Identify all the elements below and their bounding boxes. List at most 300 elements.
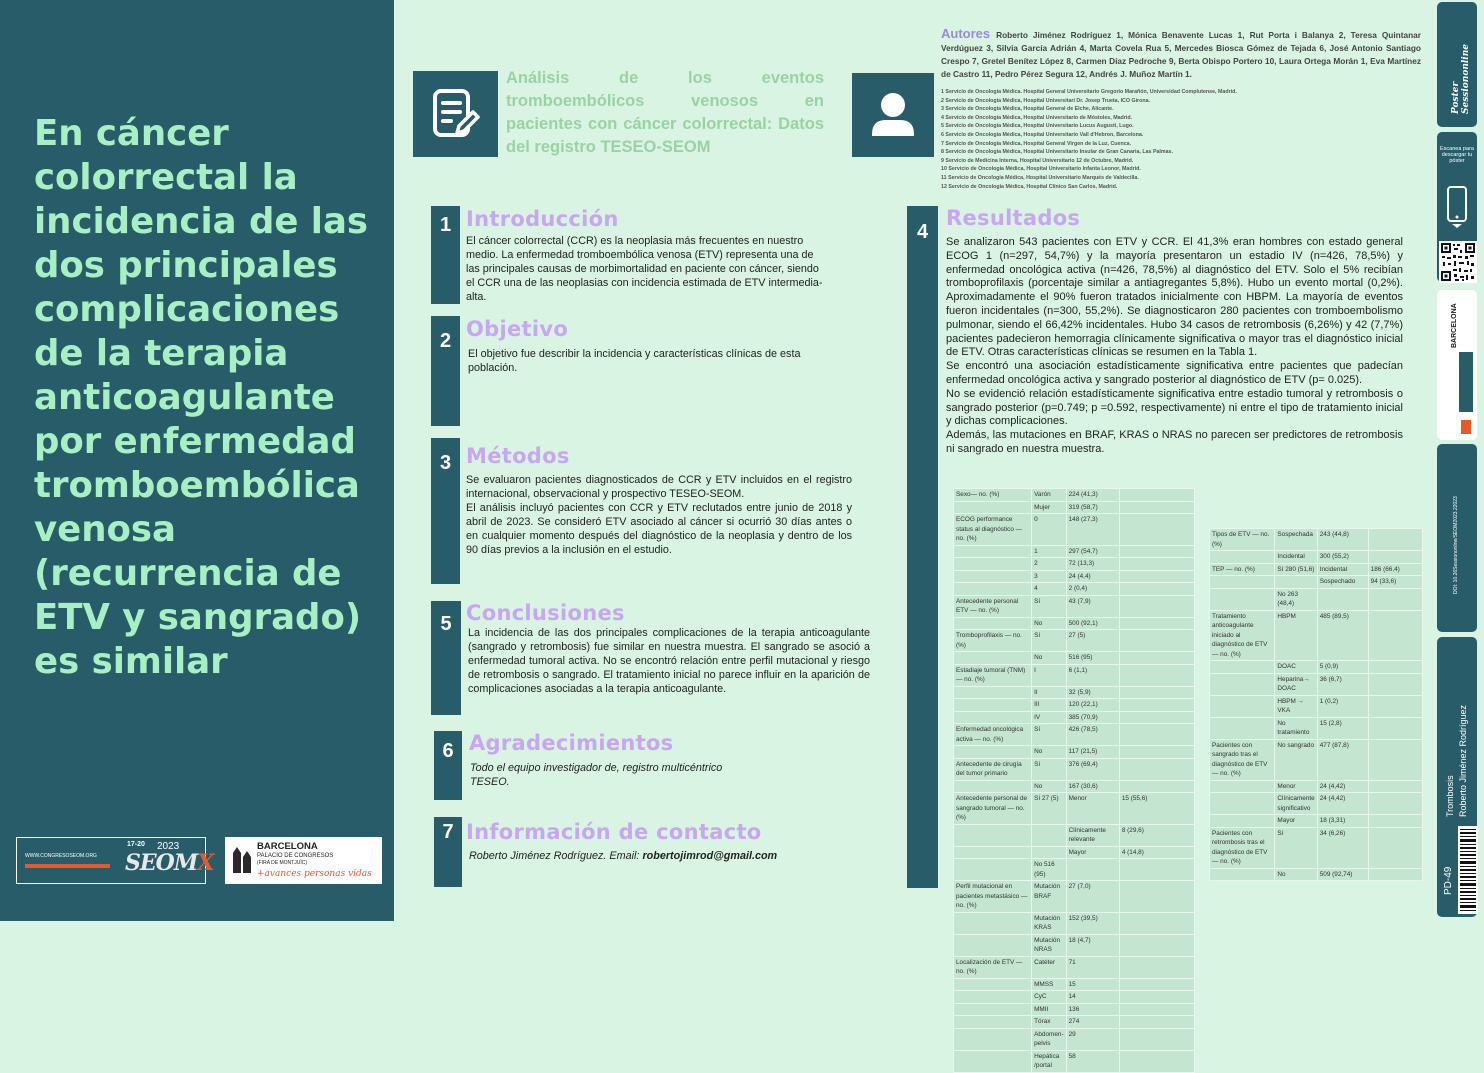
table-cell: 274 — [1066, 1016, 1119, 1029]
table-cell: 1 — [1032, 545, 1067, 558]
table-cell: Sí 27 (5) — [1032, 793, 1067, 825]
table-cell — [1119, 699, 1194, 712]
table-cell — [1119, 514, 1194, 546]
table-cell: 29 — [1066, 1028, 1119, 1050]
affiliations — [941, 88, 1421, 191]
table-cell — [1066, 859, 1119, 881]
table-cell: No — [1032, 746, 1067, 759]
rail-doi: DOI: 10.26Sessiononline/SEOM2023.22023 — [1453, 496, 1459, 594]
table-cell: MMSS — [1032, 978, 1067, 991]
table-cell: II — [1032, 686, 1067, 699]
section-title-intro: Introducción — [466, 207, 619, 231]
table-row — [954, 595, 1195, 617]
section-title-methods: Métodos — [466, 444, 570, 468]
table-cell: Antecedente personal ETV — no. (%) — [954, 595, 1032, 617]
table-cell: Mutación NRAS — [1032, 934, 1067, 956]
table-row — [1210, 563, 1423, 576]
table-cell — [1368, 780, 1422, 793]
table-cell — [1275, 576, 1317, 589]
affiliation-item: 11 Servicio de Oncología Médica, Hospital Universitario Marqués de Valdecilla. — [941, 174, 1139, 181]
table-cell — [1368, 739, 1422, 780]
headline-line: dos principales — [34, 245, 338, 286]
table-cell: 34 (6,26) — [1317, 827, 1368, 868]
section-number-methods: 3 — [431, 438, 460, 584]
section-title-thanks: Agradecimientos — [469, 731, 674, 755]
table-cell — [954, 746, 1032, 759]
table-cell: 8 (29,6) — [1119, 824, 1194, 846]
section-number-results: 4 — [907, 206, 938, 888]
table-cell: Pacientes con sangrado tras el diagnóstico de ETV — no. (%) — [1210, 739, 1275, 780]
table-cell — [954, 686, 1032, 699]
table-cell: Antecedente de cirugía del tumor primario — [954, 758, 1032, 780]
title-line: Análisis de los eventos — [506, 69, 824, 87]
table-cell — [1119, 1003, 1194, 1016]
table-cell — [1119, 956, 1194, 978]
table-cell: 24 (4,42) — [1317, 793, 1368, 815]
table-cell — [954, 617, 1032, 630]
table-cell — [1210, 717, 1275, 739]
table-cell — [954, 583, 1032, 596]
table-cell — [954, 824, 1032, 846]
table-cell — [1119, 859, 1194, 881]
rail-category: Trombosis — [1445, 775, 1455, 817]
rail-brand: Poster Sessiononline — [1451, 44, 1471, 114]
table-cell — [954, 652, 1032, 665]
headline-line: ETV y sangrado) — [34, 597, 362, 638]
table-cell — [1119, 583, 1194, 596]
table-cell: Abdomen- pelvis — [1032, 1028, 1067, 1050]
table-cell — [1368, 661, 1422, 674]
table-cell: 27 (5) — [1066, 630, 1119, 652]
table-cell: 136 — [1066, 1003, 1119, 1016]
headline-line: tromboembólica — [34, 465, 360, 506]
table-row — [1210, 827, 1423, 868]
table-cell — [1119, 1016, 1194, 1029]
headline-line: complicaciones — [34, 289, 340, 330]
table-cell — [1368, 815, 1422, 828]
methods-paragraph-1: Se evaluaron pacientes diagnosticados de CCR y ETV incluidos en el registro internacional, observacional y prospectivo TESEO-SEOM. — [466, 474, 852, 500]
qr-code-icon[interactable] — [1439, 241, 1477, 283]
table-cell — [1119, 912, 1194, 934]
table-1-wrapper — [953, 488, 1195, 1073]
rail-code: PD-49 — [1443, 866, 1454, 895]
table-cell — [954, 1003, 1032, 1016]
table-row — [954, 978, 1195, 991]
table-cell: No — [1275, 868, 1317, 881]
headline — [34, 112, 384, 684]
table-cell: No — [1032, 652, 1067, 665]
table-cell: No — [1032, 617, 1067, 630]
table-row — [954, 859, 1195, 881]
table-row — [1210, 815, 1423, 828]
table-row — [954, 758, 1195, 780]
table-row — [1210, 780, 1423, 793]
table-row — [954, 1028, 1195, 1050]
rail-city: BARCELONA — [1451, 303, 1458, 348]
congress-name — [125, 850, 213, 876]
table-cell — [954, 1016, 1032, 1029]
table-cell — [1210, 695, 1275, 717]
section-number-intro: 1 — [431, 206, 460, 304]
table-cell: 186 (66,4) — [1368, 563, 1422, 576]
results-paragraph-4: Además, las mutaciones en BRAF, KRAS o NRAS no parecen ser predictores de retrombosis ni sangrado en nuestra muestra. — [946, 429, 1403, 455]
table-cell — [1210, 780, 1275, 793]
table-cell — [1119, 978, 1194, 991]
section-number-contact: 7 — [434, 817, 462, 887]
headline-line: es similar — [34, 641, 228, 682]
table-cell — [954, 545, 1032, 558]
table-cell: No 516 (95) — [1032, 859, 1067, 881]
table-cell — [1210, 551, 1275, 564]
table-cell — [1210, 793, 1275, 815]
table-cell — [954, 978, 1032, 991]
table-cell — [1119, 652, 1194, 665]
section-number-objective: 2 — [431, 316, 460, 426]
headline-line: colorrectal la — [34, 157, 298, 198]
section-body-intro: El cáncer colorrectal (CCR) es la neoplasia más frecuentes en nuestro medio. La enfermedad tromboembólica venosa (ETV) representa una de las principales causas de morbimortalidad en paciente con cáncer, siendo el CCR una de las neoplasias con incidencia estimada de ETV intermedia-alta. — [466, 235, 823, 303]
headline-line: de la terapia — [34, 333, 289, 374]
table-row — [954, 711, 1195, 724]
table-cell — [1032, 824, 1067, 846]
table-cell — [1119, 501, 1194, 514]
mobile-phone-icon — [1446, 186, 1468, 228]
author-icon-box — [852, 73, 934, 157]
table-cell — [1368, 529, 1422, 551]
table-cell — [1119, 780, 1194, 793]
table-row — [1210, 673, 1423, 695]
table-cell: Menor — [1275, 780, 1317, 793]
table-cell — [1368, 673, 1422, 695]
table-cell — [1032, 846, 1067, 859]
rail-scan-text: Escanea para descargar tu póster — [1440, 146, 1474, 164]
table-row — [954, 724, 1195, 746]
table-row — [954, 991, 1195, 1004]
table-row — [1210, 576, 1423, 589]
table-cell: 485 (89,5) — [1317, 610, 1368, 661]
results-paragraph-1: Se analizaron 543 pacientes con ETV y CCR. El 41,3% eran hombres con estado general ECOG 1 (n=297, 54,7%) y la mayoría presentaron un estadio IV (n=426, 78,5%) y enfermedad oncológica activa (n=426, 78,5%) al diagnóstico del ETV. Solo el 5% recibían tromboprofilaxis (porcentaje similar a antiagregantes 5,8%). Hubo un evento mortal (0,2%). Aproximadamente el 90% fueron tratados inicialmente con HBPM. La mayoría de eventos fueron incidentales (n=300, 55,2%). Se diagnosticaron 280 pacientes con tromboembolismo pulmonar, siendo el 66,42% incidentales. Hubo 34 casos de retrombosis (6,26%) y 42 (7,7%) pacientes padecieron hemorragia clínicamente significativa o mayor tras el diagnóstico inicial de ETV. Otras características clínicas se resumen en la Tabla 1. — [946, 236, 1403, 359]
table-cell: 24 (4,42) — [1317, 780, 1368, 793]
table-cell: Varón — [1032, 489, 1067, 502]
congress-url: WWW.CONGRESOSEOM.ORG — [25, 853, 97, 859]
venue-logo — [225, 837, 382, 884]
table-cell: 1 (0,2) — [1317, 695, 1368, 717]
table-cell: 2 (0,4) — [1066, 583, 1119, 596]
rail-congress-emblem-icon — [1457, 350, 1475, 436]
table-row — [954, 956, 1195, 978]
title-line: pacientes con cáncer colorrectal: Datos — [506, 115, 824, 133]
table-cell — [1119, 724, 1194, 746]
table-cell: IV — [1032, 711, 1067, 724]
section-title-results: Resultados — [946, 206, 1081, 230]
table-row — [1210, 868, 1423, 881]
affiliation-item: 12 Servicio de Oncología Médica, Hospital Clínico San Carlos, Madrid. — [941, 183, 1118, 190]
congress-logo — [16, 837, 214, 884]
table-cell: CyC — [1032, 991, 1067, 1004]
table-cell — [954, 859, 1032, 881]
results-paragraph-2: Se encontró una asociación estadísticamente significativa entre pacientes que padecían enfermedad oncológica activa y sangrado posterior al diagnóstico de ETV (p= 0.025). — [946, 360, 1403, 386]
table-row — [954, 558, 1195, 571]
table-cell — [1119, 934, 1194, 956]
table-cell: 5 (0,9) — [1317, 661, 1368, 674]
table-cell: Tromboprofilaxis — no. (%) — [954, 630, 1032, 652]
table-cell: DOAC — [1275, 661, 1317, 674]
table-cell — [1119, 630, 1194, 652]
authors — [941, 27, 1421, 81]
table-row — [954, 489, 1195, 502]
table-cell — [954, 991, 1032, 1004]
table-row — [954, 746, 1195, 759]
venue-detail: (FIRA DE MONTJUÏC) — [257, 860, 307, 866]
table-cell: 71 — [1066, 956, 1119, 978]
affiliation-item: 9 Servicio de Medicina Interna, Hospital Universitario 12 de Octubre, Madrid. — [941, 157, 1134, 164]
affiliation-item: 10 Servicio de Oncología Médica, Hospital Universitario Infanta Leonor, Madrid. — [941, 166, 1141, 173]
headline-line: incidencia de las — [34, 201, 369, 242]
table-cell — [1119, 758, 1194, 780]
table-cell: 43 (7,9) — [1066, 595, 1119, 617]
authors-label: Autores — [941, 26, 991, 41]
table-cell: Tipos de ETV — no. (%) — [1210, 529, 1275, 551]
table-cell: Incidental — [1317, 563, 1368, 576]
table-row — [1210, 793, 1423, 815]
methods-paragraph-2: El análisis incluyó pacientes con CCR y ETV reclutados entre junio de 2018 y abril de 2023. Se consideró ETV asociado al cáncer si ocurrió 30 días antes o en cualquier momento después del diagnóstico de la neoplasia y dentro de los 90 días previos a la inclusión en el estudio. — [466, 502, 852, 556]
table-cell — [1210, 661, 1275, 674]
table-row — [1210, 717, 1423, 739]
table-cell: 148 (27,3) — [1066, 514, 1119, 546]
table-row — [1210, 529, 1423, 551]
table-cell: 32 (5,9) — [1066, 686, 1119, 699]
congress-stripe — [25, 864, 110, 868]
table-cell — [954, 934, 1032, 956]
table-cell: 500 (92,1) — [1066, 617, 1119, 630]
table-cell: 319 (58,7) — [1066, 501, 1119, 514]
table-cell — [1210, 868, 1275, 881]
table-row — [954, 545, 1195, 558]
table-cell: Mutación BRAF — [1032, 881, 1067, 913]
table-cell: 120 (22,1) — [1066, 699, 1119, 712]
table-cell — [954, 846, 1032, 859]
table-cell: Hepática /portal — [1032, 1050, 1067, 1072]
table-cell: 516 (95) — [1066, 652, 1119, 665]
table-cell: Sí — [1275, 827, 1317, 868]
table-cell — [1119, 881, 1194, 913]
table-cell — [1119, 558, 1194, 571]
headline-line: anticoagulante — [34, 377, 335, 418]
table-row — [1210, 695, 1423, 717]
poster-title — [506, 67, 824, 159]
table-row — [1210, 661, 1423, 674]
table-cell: Mutación KRAS — [1032, 912, 1067, 934]
table-cell: 24 (4,4) — [1066, 570, 1119, 583]
table-cell — [1368, 868, 1422, 881]
table-cell: HBPM — [1275, 610, 1317, 661]
section-body-thanks: Todo el equipo investigador de, registro multicéntrico TESEO. — [470, 762, 723, 788]
table-cell — [954, 912, 1032, 934]
table-cell: 117 (21,5) — [1066, 746, 1119, 759]
table-cell — [1368, 793, 1422, 815]
table-cell: Mujer — [1032, 501, 1067, 514]
barcode-icon — [1458, 826, 1478, 914]
table-cell: Perfil mutacional en pacientes metastásico — no. (%) — [954, 881, 1032, 913]
affiliation-item: 3 Servicio de Oncología Médica, Hospital General de Elche, Alicante. — [941, 106, 1114, 113]
table-cell: 15 (55,6) — [1119, 793, 1194, 825]
table-row — [954, 501, 1195, 514]
table-row — [954, 583, 1195, 596]
table-cell: Sospechado — [1317, 576, 1368, 589]
table-row — [954, 1003, 1195, 1016]
congress-dates: 17-20 — [127, 841, 145, 848]
table-cell: 167 (30,6) — [1066, 780, 1119, 793]
section-body-results — [946, 236, 1403, 457]
affiliation-item: 2 Servicio de Oncología Médica, Hospital Universitari Dr. Josep Trueta, ICO Girona. — [941, 97, 1150, 104]
section-number-conclusions: 5 — [431, 601, 461, 715]
section-title-objective: Objetivo — [466, 317, 569, 341]
headline-line: (recurrencia de — [34, 553, 342, 594]
table-1 — [953, 488, 1195, 1073]
table-cell: 385 (70,9) — [1066, 711, 1119, 724]
table-row — [954, 514, 1195, 546]
table-cell: Mayor — [1275, 815, 1317, 828]
table-row — [954, 699, 1195, 712]
table-cell — [954, 558, 1032, 571]
table-row — [1210, 588, 1423, 610]
table-cell: 94 (33,6) — [1368, 576, 1422, 589]
headline-line: venosa — [34, 509, 176, 550]
user-icon — [852, 73, 934, 157]
table-row — [954, 617, 1195, 630]
title-icon-box — [413, 71, 498, 157]
table-cell — [1210, 576, 1275, 589]
table-cell — [1119, 1050, 1194, 1072]
table-cell — [954, 1050, 1032, 1072]
contact-text: Roberto Jiménez Rodríguez. Email: — [469, 850, 643, 862]
table-2-wrapper — [1209, 528, 1423, 881]
table-cell — [1368, 695, 1422, 717]
congress-name-text: SEOM — [125, 850, 198, 876]
table-cell: Heparina→ DOAC — [1275, 673, 1317, 695]
table-cell: 4 (14,8) — [1119, 846, 1194, 859]
results-paragraph-3: No se evidenció relación estadísticamente significativa entre estadio tumoral y retrombosis o sangrado posterior (p=0.749; p =0.592, respectivamente) ni entre el tipo de tratamiento inicial y dichas complicaciones. — [946, 387, 1403, 428]
table-cell: No sangrado — [1275, 739, 1317, 780]
table-cell: 18 (3,31) — [1317, 815, 1368, 828]
affiliation-item: 1 Servicio de Oncología Médica. Hospital General Universitario Gregorio Marañón, Universidad Complutense, Madrid. — [941, 89, 1237, 95]
table-cell: 152 (39,5) — [1066, 912, 1119, 934]
table-cell — [1368, 551, 1422, 564]
rail-brand-box — [1437, 2, 1477, 127]
title-line: del registro TESEO-SEOM — [506, 138, 711, 156]
table-row — [954, 780, 1195, 793]
table-cell — [1210, 588, 1275, 610]
venue-emblem-icon — [231, 845, 253, 875]
table-cell — [954, 699, 1032, 712]
table-cell: No 263 (48,4) — [1275, 588, 1317, 610]
table-row — [954, 793, 1195, 825]
affiliation-item: 8 Servicio de Oncología Médica, Hospital Universitario Insular de Gran Canaria, Las Palmas. — [941, 149, 1173, 156]
table-cell — [1210, 673, 1275, 695]
congress-year: 2023 — [157, 841, 180, 852]
table-cell: Sí — [1032, 630, 1067, 652]
section-body-conclusions: La incidencia de las dos principales complicaciones de la terapia anticoagulante (sangrado y retrombosis) fue similar en nuestra muestra. El sangrado se asoció a enfermedad tumoral activa. No se encontró relación entre perfil mutacional y riesgo de retrombosis o sangrado. El tratamiento inicial no parece influir en la aparición de complicaciones asociadas a la terapia anticoagulante. — [468, 627, 870, 695]
rail-congress-box — [1437, 290, 1477, 440]
table-cell — [1368, 827, 1422, 868]
table-cell: Antecedente personal de sangrado tumoral — no. (%) — [954, 793, 1032, 825]
table-cell — [954, 570, 1032, 583]
table-cell — [954, 501, 1032, 514]
table-row — [1210, 610, 1423, 661]
affiliation-item: 4 Servicio de Oncología Médica, Hospital Universitario de Móstoles, Madrid. — [941, 114, 1133, 121]
table-row — [954, 912, 1195, 934]
affiliation-item: 7 Servicio de Oncología Médica, Hospital General Virgen de la Luz, Cuenca. — [941, 140, 1132, 147]
table-cell: Sí — [1032, 595, 1067, 617]
rail-doi-box — [1437, 444, 1477, 632]
title-line: tromboembólicos venosos en — [506, 92, 824, 110]
table-cell — [1210, 815, 1275, 828]
table-cell: ECOG performance status al diagnóstico — no. (%) — [954, 514, 1032, 546]
table-cell: 6 (1,1) — [1066, 664, 1119, 686]
table-cell — [1119, 617, 1194, 630]
table-cell — [1119, 991, 1194, 1004]
affiliation-item: 5 Servicio de Oncología Médica, Hospital Universitario Lucus Augusti, Lugo. — [941, 123, 1134, 130]
table-row — [954, 630, 1195, 652]
table-cell: No — [1032, 780, 1067, 793]
table-row — [1210, 739, 1423, 780]
affiliation-item: 6 Servicio de Oncología Médica, Hospital Universitario Vall d'Hebron, Barcelona. — [941, 131, 1144, 138]
table-row — [1210, 551, 1423, 564]
contact-email[interactable]: robertojimrod@gmail.com — [642, 850, 778, 862]
table-cell — [1119, 686, 1194, 699]
section-body-methods — [466, 473, 852, 557]
table-cell: Estadiaje tumoral (TNM) — no. (%) — [954, 664, 1032, 686]
table-cell — [1368, 610, 1422, 661]
authors-list: Roberto Jiménez Rodríguez 1, Mónica Benavente Lucas 1, Rut Porta i Balanya 2, Teresa Quintanar Verdúguez 3, Silvia García Adrián 4, Marta Covela Rua 5, Mercedes Biosca Gómez de Tejada 6, José Antonio Santiago Crespo 7, Gretel Benítez López 8, Carmen Díaz Pedroche 9, Berta Obispo Portero 10, Laura Ortega Morán 1, Eva Martínez de Castro 11, Pedro Pérez Segura 12, Andrés J. Muñoz Martín 1. — [941, 30, 1421, 79]
table-cell: I — [1032, 664, 1067, 686]
table-cell: 18 (4,7) — [1066, 934, 1119, 956]
table-row — [954, 652, 1195, 665]
table-cell — [1119, 711, 1194, 724]
table-cell — [1119, 664, 1194, 686]
table-row — [954, 686, 1195, 699]
table-cell: Mayor — [1066, 846, 1119, 859]
table-2 — [1209, 528, 1423, 881]
table-cell — [1119, 489, 1194, 502]
table-cell: 4 — [1032, 583, 1067, 596]
table-cell: 243 (44,8) — [1317, 529, 1368, 551]
table-row — [954, 570, 1195, 583]
table-cell: Localización de ETV — no. (%) — [954, 956, 1032, 978]
table-cell: 36 (6,7) — [1317, 673, 1368, 695]
table-cell — [1317, 588, 1368, 610]
table-cell: 300 (55,2) — [1317, 551, 1368, 564]
table-cell: Menor — [1066, 793, 1119, 825]
table-cell: 14 — [1066, 991, 1119, 1004]
table-cell — [1119, 746, 1194, 759]
table-cell: Catéter — [1032, 956, 1067, 978]
table-row — [954, 664, 1195, 686]
table-cell: Sí — [1032, 724, 1067, 746]
table-cell: 3 — [1032, 570, 1067, 583]
table-cell: III — [1032, 699, 1067, 712]
table-cell: Enfermedad oncológica activa — no. (%) — [954, 724, 1032, 746]
table-row — [954, 824, 1195, 846]
table-cell: Tórax — [1032, 1016, 1067, 1029]
table-cell: Clínicamente relevante — [1066, 824, 1119, 846]
table-cell — [1368, 588, 1422, 610]
table-cell — [1119, 570, 1194, 583]
table-cell: Sexo— no. (%) — [954, 489, 1032, 502]
table-cell: Sí — [1032, 758, 1067, 780]
venue-slogan: +avances personas vidas — [257, 869, 372, 879]
table-cell: 2 — [1032, 558, 1067, 571]
table-cell: No tratamiento — [1275, 717, 1317, 739]
